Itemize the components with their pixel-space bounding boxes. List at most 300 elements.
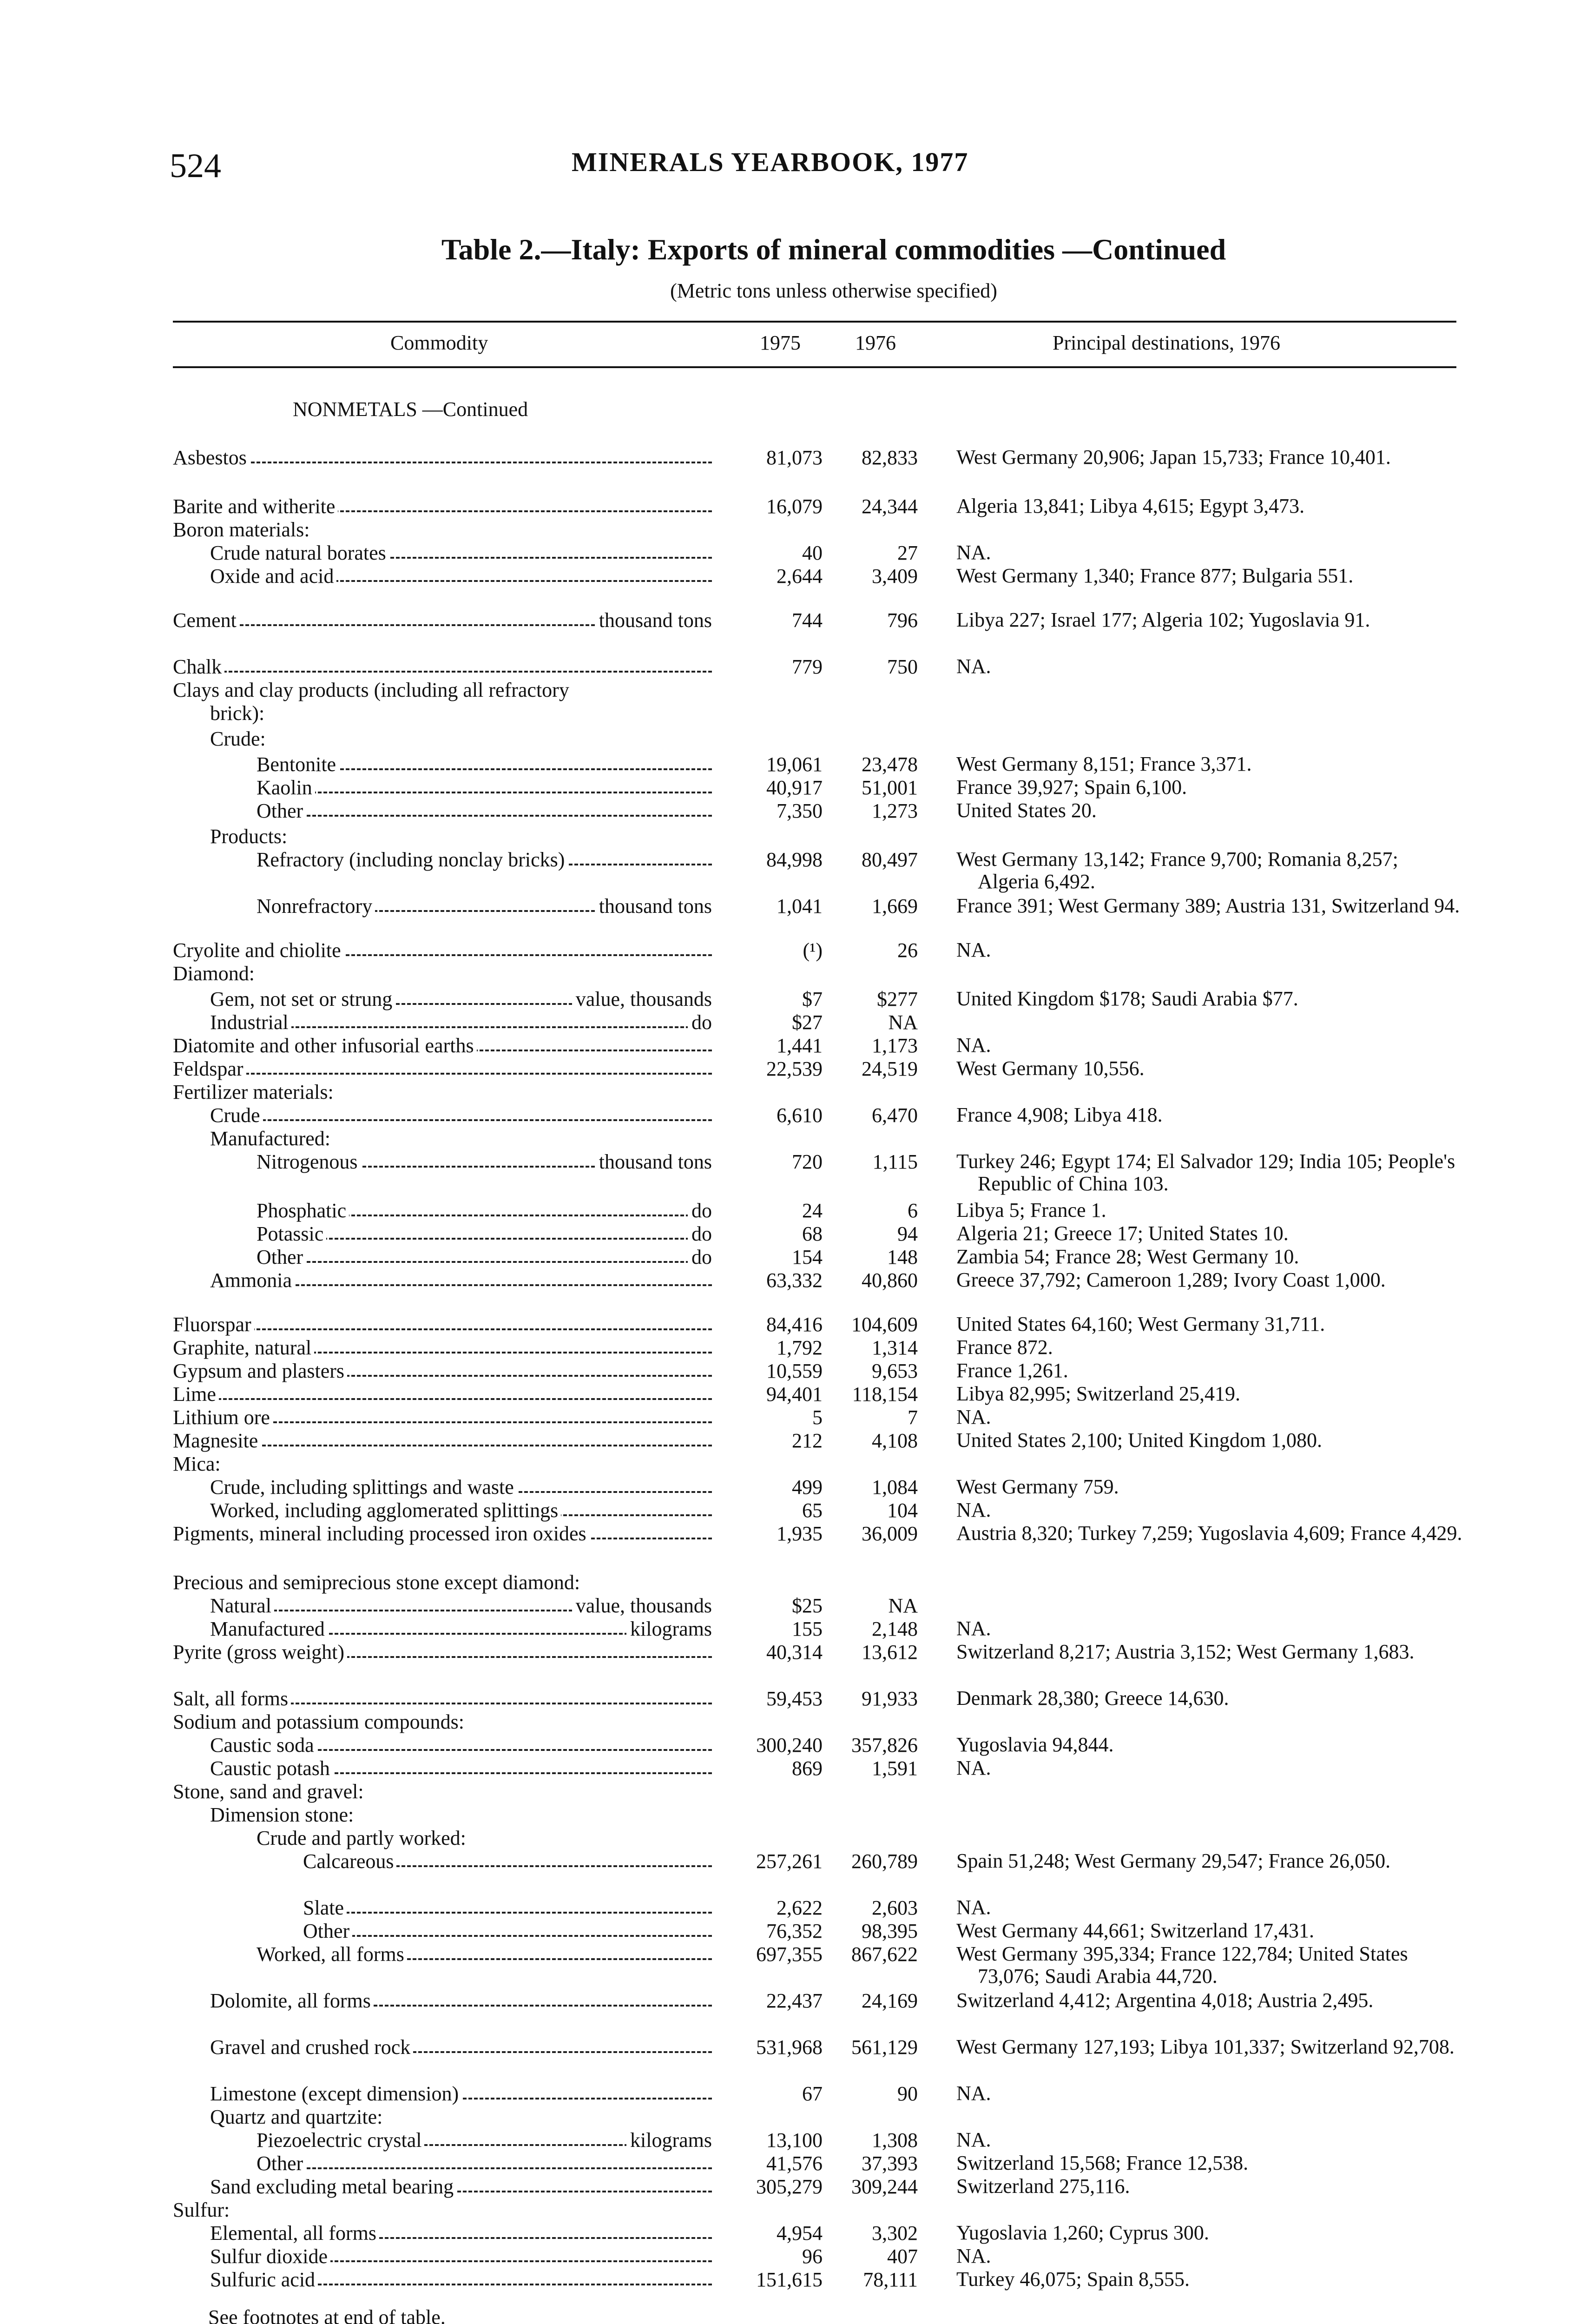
value-1975: 151,615 <box>756 2268 823 2291</box>
commodity-cell <box>173 1011 712 1034</box>
value-1976: 104,609 <box>851 1313 918 1336</box>
value-1976: 1,308 <box>872 2129 918 2152</box>
commodity-label: Boron materials: <box>173 518 313 541</box>
table-row <box>0 1222 1593 1246</box>
value-1975: 22,539 <box>766 1057 823 1080</box>
value-1976: 6,470 <box>872 1104 918 1127</box>
destinations-cell: France 39,927; Spain 6,100. <box>956 776 1187 799</box>
commodity-label: Worked, including agglomerated splittings <box>173 1499 561 1522</box>
value-1976: 6 <box>908 1199 918 1222</box>
table-row <box>0 1989 1593 2013</box>
commodity-label: Worked, all forms <box>173 1943 407 1966</box>
destinations-cell: France 391; West Germany 389; Austria 131, Switzerland 94. <box>956 894 1460 917</box>
commodity-label: Crude and partly worked: <box>173 1827 469 1849</box>
value-1976: 94 <box>897 1222 918 1245</box>
value-1975: 63,332 <box>766 1269 823 1292</box>
header-bottom-rule <box>173 366 1456 368</box>
commodity-cell <box>173 1943 712 1966</box>
commodity-label: Pigments, mineral including processed iron oxides <box>173 1522 589 1545</box>
column-header-1975: 1975 <box>760 331 801 354</box>
table-row <box>0 2106 1593 2129</box>
commodity-label: Crude: <box>173 727 269 750</box>
table-row <box>0 679 1593 702</box>
value-1975: 41,576 <box>766 2152 823 2175</box>
commodity-cell <box>173 825 712 848</box>
destinations-cell: West Germany 759. <box>956 1475 1119 1498</box>
value-1975: 7,350 <box>777 799 823 822</box>
footnote: See footnotes at end of table. <box>208 2306 446 2324</box>
value-1976: 40,860 <box>862 1269 918 1292</box>
commodity-label: Mica: <box>173 1452 224 1475</box>
value-1975: 68 <box>802 1222 823 1245</box>
value-1976: 24,169 <box>862 1989 918 2012</box>
table-row <box>0 1757 1593 1780</box>
commodity-label: Other <box>173 799 306 822</box>
commodity-label: Nitrogenous <box>173 1150 361 1173</box>
commodity-label: Chalk <box>173 655 224 678</box>
table-row <box>0 609 1593 632</box>
table-row <box>0 2268 1593 2291</box>
destinations-cell: NA. <box>956 655 991 678</box>
commodity-cell <box>173 1452 712 1476</box>
value-1976: 118,154 <box>852 1383 918 1406</box>
unit-label: do <box>688 1246 712 1269</box>
commodity-label: Sodium and potassium compounds: <box>173 1710 467 1733</box>
commodity-label: Oxide and acid <box>173 565 336 588</box>
commodity-label: Limestone (except dimension) <box>173 2082 461 2105</box>
unit-label: thousand tons <box>595 895 712 918</box>
value-1976: 26 <box>897 939 918 962</box>
value-1976: NA <box>888 1594 918 1617</box>
commodity-label: Fluorspar <box>173 1313 254 1336</box>
table-row <box>0 1499 1593 1522</box>
commodity-cell <box>173 2129 712 2152</box>
value-1975: 94,401 <box>766 1383 823 1406</box>
commodity-cell <box>173 1803 712 1827</box>
value-1976: 1,173 <box>872 1034 918 1057</box>
commodity-label: Diamond: <box>173 962 257 985</box>
column-header-commodity: Commodity <box>390 331 488 354</box>
destinations-cell: France 1,261. <box>956 1359 1068 1382</box>
table-row <box>0 1383 1593 1406</box>
commodity-cell <box>173 1827 712 1850</box>
value-1975: 5 <box>812 1406 823 1429</box>
header-top-rule <box>173 321 1456 323</box>
column-header-1976: 1976 <box>855 331 896 354</box>
page-number: 524 <box>170 147 221 185</box>
table-row <box>0 1850 1593 1873</box>
value-1975: 10,559 <box>766 1360 823 1382</box>
commodity-label: Dimension stone: <box>173 1803 356 1826</box>
value-1976: 148 <box>887 1246 918 1268</box>
table-row <box>0 1942 1593 1987</box>
value-1975: 16,079 <box>766 495 823 518</box>
table-row <box>0 1827 1593 1850</box>
table-row <box>0 702 1593 725</box>
value-1976: 1,314 <box>872 1336 918 1359</box>
table-row <box>0 776 1593 799</box>
destinations-cell: NA. <box>956 1499 991 1521</box>
value-1975: 13,100 <box>766 2129 823 2152</box>
table-row <box>0 2152 1593 2175</box>
destinations-cell: France 4,908; Libya 418. <box>956 1103 1163 1126</box>
value-1975: 2,622 <box>777 1896 823 1919</box>
table-title: Table 2.—Italy: Exports of mineral commodities —Continued <box>441 233 1226 266</box>
table-row <box>0 1081 1593 1104</box>
unit-label: thousand tons <box>595 609 712 632</box>
destinations-cell: United States 20. <box>956 799 1097 822</box>
commodity-cell <box>173 753 712 776</box>
commodity-cell <box>173 1571 712 1594</box>
commodity-label: Crude <box>173 1104 263 1127</box>
commodity-label: Precious and semiprecious stone except diamond: <box>173 1571 583 1594</box>
commodity-label: Gypsum and plasters <box>173 1360 347 1382</box>
commodity-label: Potassic <box>173 1222 326 1245</box>
table-row <box>0 1269 1593 1292</box>
commodity-label: Gem, not set or strung <box>173 988 395 1010</box>
table-row <box>0 799 1593 823</box>
destinations-cell: NA. <box>956 2082 991 2105</box>
commodity-label: Cement <box>173 609 239 632</box>
table-row <box>0 2199 1593 2222</box>
commodity-cell <box>173 1780 712 1803</box>
value-1976: 82,833 <box>862 446 918 469</box>
commodity-label: Refractory (including nonclay bricks) <box>173 848 567 871</box>
commodity-label: Other <box>173 2152 306 2175</box>
destinations-cell: Switzerland 275,116. <box>956 2175 1130 2198</box>
value-1975: 212 <box>792 1429 823 1452</box>
commodity-cell <box>173 1687 712 1710</box>
commodity-cell <box>173 518 712 541</box>
commodity-label: Elemental, all forms <box>173 2222 379 2245</box>
value-1976: 2,148 <box>872 1618 918 1640</box>
commodity-cell <box>173 1081 712 1104</box>
table-row <box>0 1641 1593 1664</box>
value-1976: $277 <box>877 988 918 1010</box>
destinations-cell: West Germany 395,334; France 122,784; United States 73,076; Saudi Arabia 44,720. <box>956 1942 1408 1987</box>
table-row <box>0 1057 1593 1081</box>
destinations-cell: Turkey 246; Egypt 174; El Salvador 129; India 105; People's Republic of China 103. <box>956 1150 1455 1195</box>
table-row <box>0 1127 1593 1150</box>
value-1975: 155 <box>792 1618 823 1640</box>
destinations-cell: NA. <box>956 938 991 961</box>
unit-label: kilograms <box>626 2129 712 2152</box>
commodity-cell <box>173 1383 712 1406</box>
destinations-cell: West Germany 1,340; France 877; Bulgaria 551. <box>956 564 1354 587</box>
commodity-label: Nonrefractory <box>173 895 375 918</box>
commodity-cell <box>173 1222 712 1246</box>
commodity-cell <box>173 895 712 918</box>
destinations-cell: United Kingdom $178; Saudi Arabia $77. <box>956 987 1298 1010</box>
unit-label: do <box>688 1222 712 1246</box>
value-1975: 19,061 <box>766 753 823 776</box>
value-1975: $27 <box>792 1011 823 1034</box>
commodity-label: Calcareous <box>173 1850 396 1873</box>
commodity-cell <box>173 1476 712 1499</box>
commodity-cell <box>173 1057 712 1081</box>
commodity-cell <box>173 1896 712 1920</box>
table-row <box>0 2175 1593 2199</box>
commodity-label: Feldspar <box>173 1057 246 1080</box>
commodity-label: Pyrite (gross weight) <box>173 1641 347 1664</box>
value-1976: 1,084 <box>872 1476 918 1499</box>
commodity-label: Phosphatic <box>173 1199 349 1222</box>
table-row <box>0 518 1593 541</box>
value-1975: 59,453 <box>766 1687 823 1710</box>
table-row <box>0 895 1593 918</box>
destinations-cell: United States 64,160; West Germany 31,711. <box>956 1313 1325 1335</box>
commodity-cell <box>173 988 712 1011</box>
destinations-cell: West Germany 127,193; Libya 101,337; Switzerland 92,708. <box>956 2035 1455 2058</box>
table-row <box>0 1034 1593 1057</box>
commodity-cell <box>173 939 712 962</box>
commodity-cell <box>173 1710 712 1734</box>
value-1975: 65 <box>802 1499 823 1522</box>
commodity-cell <box>173 2268 712 2291</box>
commodity-label: Stone, sand and gravel: <box>173 1780 367 1803</box>
commodity-label: Dolomite, all forms <box>173 1989 374 2012</box>
commodity-label: Cryolite and chiolite <box>173 939 344 962</box>
commodity-cell <box>173 1313 712 1336</box>
commodity-cell <box>173 1920 712 1943</box>
table-row <box>0 1429 1593 1452</box>
value-1975: 1,441 <box>777 1034 823 1057</box>
table-row <box>0 1618 1593 1641</box>
table-row <box>0 2036 1593 2059</box>
commodity-cell <box>173 446 712 469</box>
value-1975: 40,314 <box>766 1641 823 1664</box>
commodity-label: Lime <box>173 1383 219 1406</box>
commodity-cell <box>173 799 712 823</box>
destinations-cell: Zambia 54; France 28; West Germany 10. <box>956 1245 1299 1268</box>
value-1975: 84,998 <box>766 848 823 871</box>
value-1976: 90 <box>897 2082 918 2105</box>
value-1976: 3,409 <box>872 565 918 588</box>
table-row <box>0 825 1593 848</box>
destinations-cell: Switzerland 4,412; Argentina 4,018; Austria 2,495. <box>956 1989 1374 2012</box>
commodity-cell <box>173 2106 712 2129</box>
commodity-cell <box>173 2152 712 2175</box>
commodity-cell <box>173 727 712 751</box>
destinations-cell: Austria 8,320; Turkey 7,259; Yugoslavia 4,609; France 4,429. <box>956 1522 1462 1545</box>
commodity-cell <box>173 495 712 518</box>
table-row <box>0 1360 1593 1383</box>
value-1976: 37,393 <box>862 2152 918 2175</box>
commodity-label: Lithium ore <box>173 1406 273 1429</box>
table-row <box>0 1104 1593 1127</box>
value-1976: 1,273 <box>872 799 918 822</box>
destinations-cell: Libya 227; Israel 177; Algeria 102; Yugoslavia 91. <box>956 608 1370 631</box>
commodity-label: Asbestos <box>173 446 250 469</box>
table-row <box>0 495 1593 518</box>
destinations-cell: West Germany 13,142; France 9,700; Romania 8,257; Algeria 6,492. <box>956 848 1398 893</box>
destinations-cell: NA. <box>956 2128 991 2151</box>
commodity-cell <box>173 1269 712 1292</box>
table-row <box>0 1150 1593 1195</box>
commodity-label: Caustic soda <box>173 1734 317 1756</box>
commodity-cell <box>173 1499 712 1522</box>
value-1975: 744 <box>792 609 823 632</box>
commodity-label: Graphite, natural <box>173 1336 314 1359</box>
value-1976: 51,001 <box>862 776 918 799</box>
table-row <box>0 2245 1593 2268</box>
destinations-cell: Switzerland 15,568; France 12,538. <box>956 2152 1249 2174</box>
value-1975: 24 <box>802 1199 823 1222</box>
destinations-cell: West Germany 20,906; Japan 15,733; France 10,401. <box>956 446 1391 469</box>
value-1976: 24,519 <box>862 1057 918 1080</box>
commodity-cell <box>173 679 712 702</box>
table-row <box>0 1571 1593 1594</box>
table-row <box>0 1476 1593 1499</box>
commodity-cell <box>173 1989 712 2013</box>
unit-label: kilograms <box>626 1618 712 1641</box>
commodity-cell <box>173 962 712 985</box>
commodity-label: Manufactured: <box>173 1127 333 1150</box>
table-row <box>0 848 1593 893</box>
column-header-destinations: Principal destinations, 1976 <box>1053 331 1281 354</box>
table-row <box>0 727 1593 751</box>
commodity-cell <box>173 848 712 872</box>
destinations-cell: Switzerland 8,217; Austria 3,152; West Germany 1,683. <box>956 1640 1415 1663</box>
destinations-cell: Turkey 46,075; Spain 8,555. <box>956 2268 1190 2291</box>
value-1976: 260,789 <box>851 1850 918 1873</box>
commodity-cell <box>173 1734 712 1757</box>
commodity-cell <box>173 2175 712 2199</box>
table-row <box>0 1406 1593 1429</box>
commodity-label: Industrial <box>173 1011 291 1034</box>
commodity-label: Other <box>173 1920 352 1942</box>
commodity-cell <box>173 702 712 725</box>
commodity-cell <box>173 2245 712 2268</box>
commodity-label: Caustic potash <box>173 1757 333 1780</box>
value-1976: 98,395 <box>862 1920 918 1942</box>
value-1976: 1,669 <box>872 895 918 918</box>
table-subtitle: (Metric tons unless otherwise specified) <box>670 279 997 302</box>
value-1975: 22,437 <box>766 1989 823 2012</box>
value-1976: 91,933 <box>862 1687 918 1710</box>
destinations-cell: France 872. <box>956 1336 1053 1359</box>
value-1976: 27 <box>897 541 918 564</box>
table-row <box>0 1896 1593 1920</box>
commodity-cell <box>173 2082 712 2106</box>
commodity-cell <box>173 1757 712 1780</box>
value-1975: 499 <box>792 1476 823 1499</box>
commodity-label: Products: <box>173 825 290 848</box>
commodity-cell <box>173 1246 712 1269</box>
table-row <box>0 1313 1593 1336</box>
value-1976: 309,244 <box>851 2175 918 2198</box>
commodity-label: Clays and clay products (including all refractory <box>173 679 572 701</box>
commodity-cell <box>173 1127 712 1150</box>
running-head: MINERALS YEARBOOK, 1977 <box>572 147 969 177</box>
commodity-cell <box>173 1429 712 1452</box>
destinations-cell: Algeria 21; Greece 17; United States 10. <box>956 1222 1289 1245</box>
value-1975: 697,355 <box>756 1943 823 1966</box>
value-1976: 7 <box>908 1406 918 1429</box>
commodity-cell <box>173 1150 712 1174</box>
value-1976: NA <box>888 1011 918 1034</box>
value-1975: 40,917 <box>766 776 823 799</box>
value-1975: 84,416 <box>766 1313 823 1336</box>
commodity-cell <box>173 541 712 565</box>
commodity-cell <box>173 1850 712 1873</box>
value-1976: 407 <box>887 2245 918 2268</box>
table-row <box>0 1246 1593 1269</box>
commodity-label: brick): <box>173 702 267 725</box>
commodity-label: Quartz and quartzite: <box>173 2106 385 2128</box>
table-row <box>0 655 1593 679</box>
unit-label: do <box>688 1011 712 1034</box>
commodity-label: Slate <box>173 1896 347 1919</box>
value-1975: 1,792 <box>777 1336 823 1359</box>
table-row <box>0 1687 1593 1710</box>
unit-label: do <box>688 1199 712 1222</box>
commodity-cell <box>173 565 712 588</box>
value-1976: 1,115 <box>872 1150 918 1173</box>
table-row <box>0 565 1593 588</box>
commodity-label: Manufactured <box>173 1618 328 1640</box>
table-row <box>0 1803 1593 1827</box>
commodity-label: Natural <box>173 1594 274 1617</box>
destinations-cell: NA. <box>956 2245 991 2267</box>
value-1975: 40 <box>802 541 823 564</box>
value-1975: 67 <box>802 2082 823 2105</box>
value-1976: 36,009 <box>862 1522 918 1545</box>
commodity-cell <box>173 1522 712 1545</box>
destinations-cell: West Germany 8,151; France 3,371. <box>956 753 1252 775</box>
destinations-cell: Libya 5; France 1. <box>956 1199 1106 1221</box>
destinations-cell: NA. <box>956 1756 991 1779</box>
value-1976: 13,612 <box>862 1641 918 1664</box>
value-1975: 300,240 <box>756 1734 823 1756</box>
destinations-cell: NA. <box>956 1617 991 1640</box>
value-1975: 154 <box>792 1246 823 1268</box>
value-1976: 104 <box>887 1499 918 1522</box>
value-1975: 720 <box>792 1150 823 1173</box>
commodity-label: Other <box>173 1246 306 1268</box>
value-1975: 257,261 <box>756 1850 823 1873</box>
destinations-cell: Libya 82,995; Switzerland 25,419. <box>956 1382 1241 1405</box>
table-row <box>0 2129 1593 2152</box>
value-1976: 561,129 <box>851 2036 918 2059</box>
commodity-cell <box>173 2222 712 2245</box>
value-1975: 779 <box>792 655 823 678</box>
commodity-cell <box>173 1360 712 1383</box>
commodity-cell <box>173 1199 712 1222</box>
commodity-label: Diatomite and other infusorial earths <box>173 1034 477 1057</box>
commodity-cell <box>173 776 712 799</box>
table-row <box>0 446 1593 469</box>
table-row <box>0 2222 1593 2245</box>
commodity-cell <box>173 1336 712 1360</box>
commodity-label: Gravel and crushed rock <box>173 2036 413 2059</box>
value-1976: 796 <box>887 609 918 632</box>
value-1976: 78,111 <box>863 2268 918 2291</box>
commodity-label: Magnesite <box>173 1429 261 1452</box>
commodity-cell <box>173 609 712 632</box>
commodity-label: Crude natural borates <box>173 541 389 564</box>
table-row <box>0 1011 1593 1034</box>
value-1975: 531,968 <box>756 2036 823 2059</box>
commodity-label: Sulfur: <box>173 2199 232 2221</box>
value-1976: 2,603 <box>872 1896 918 1919</box>
destinations-cell: NA. <box>956 1406 991 1428</box>
table-row <box>0 939 1593 962</box>
commodity-label: Sulfur dioxide <box>173 2245 330 2268</box>
value-1975: 305,279 <box>756 2175 823 2198</box>
destinations-cell: Spain 51,248; West Germany 29,547; France 26,050. <box>956 1849 1391 1872</box>
destinations-cell: NA. <box>956 1896 991 1919</box>
